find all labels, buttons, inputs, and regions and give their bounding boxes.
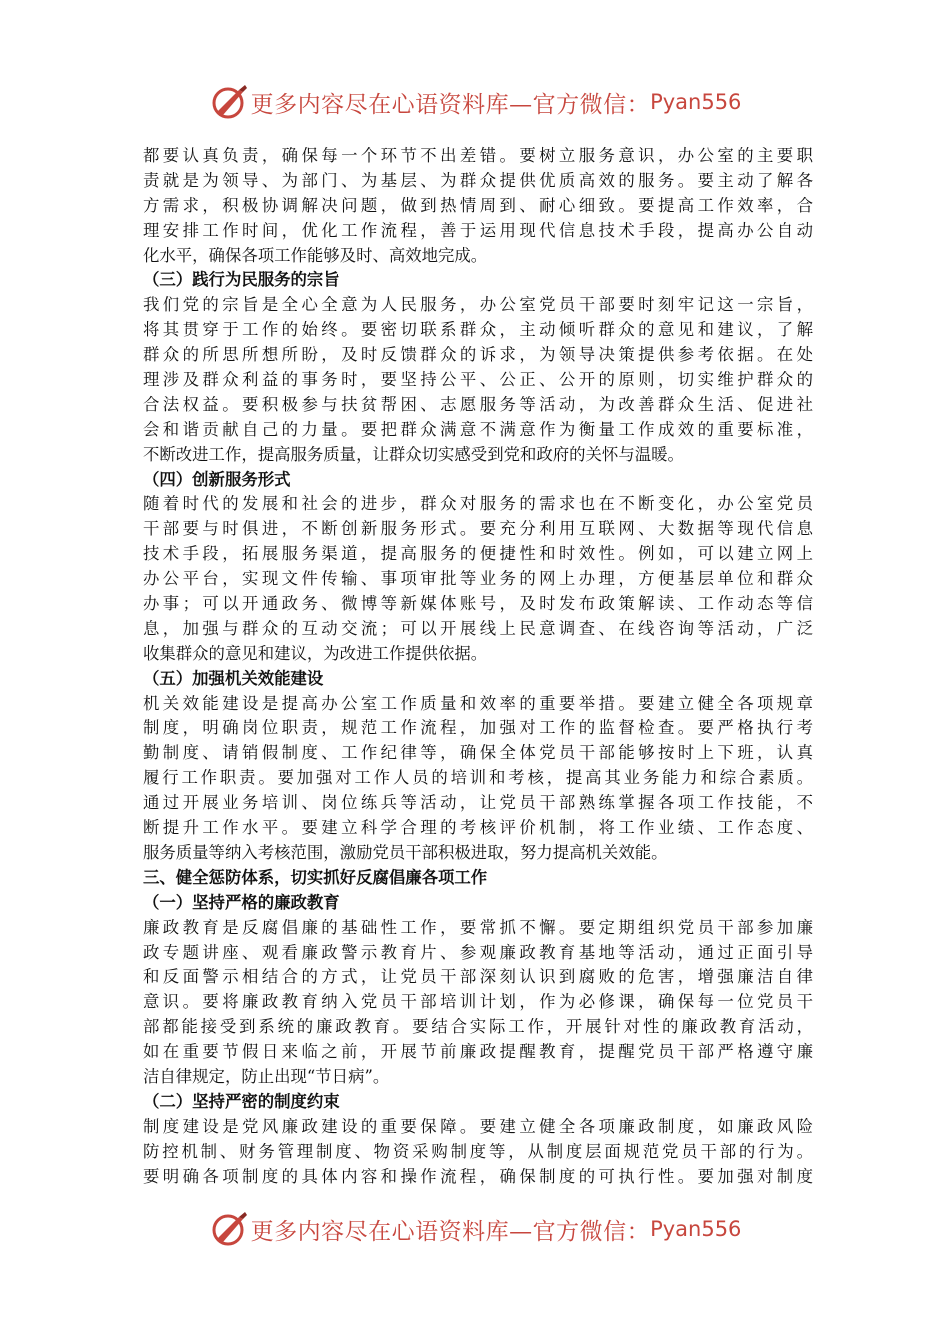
paragraph-line: 群众的所思所想所盼，及时反馈群众的诉求，为领导决策提供参考依据。在处: [143, 345, 813, 365]
paragraph-line: 和反面警示相结合的方式，让党员干部深刻认识到腐败的危害，增强廉洁自律: [143, 967, 813, 987]
paragraph-line: 办公平台，实现文件传输、事项审批等业务的网上办理，方便基层单位和群众: [143, 569, 813, 589]
footer-banner: [0, 1207, 950, 1251]
paragraph-line: 履行工作职责。要加强对工作人员的培训和考核，提高其业务能力和综合素质。: [143, 768, 813, 788]
paragraph-line: 要明确各项制度的具体内容和操作流程，确保制度的可执行性。要加强对制度: [143, 1166, 813, 1186]
paragraph-line: 技术手段，拓展服务渠道，提高服务的便捷性和时效性。例如，可以建立网上: [143, 544, 813, 564]
header-banner: [0, 80, 950, 124]
banner-wechat-id: Pyan556: [650, 1217, 742, 1241]
paragraph-line: 意识。要将廉政教育纳入党员干部培训计划，作为必修课，确保每一位党员干: [143, 992, 813, 1012]
pen-logo-icon: [209, 1209, 249, 1249]
paragraph-line: 收集群众的意见和建议，为改进工作提供依据。: [143, 643, 488, 663]
paragraph-line: 洁自律规定，防止出现“节日病”。: [143, 1066, 390, 1086]
paragraph-line: 通过开展业务培训、岗位练兵等活动，让党员干部熟练掌握各项工作技能，不: [143, 793, 813, 813]
paragraph-line: 断提升工作水平。要建立科学合理的考核评价机制，将工作业绩、工作态度、: [143, 818, 813, 838]
paragraph-line: 责就是为领导、为部门、为基层、为群众提供优质高效的服务。要主动了解各: [143, 170, 813, 190]
paragraph-line: 化水平，确保各项工作能够及时、高效地完成。: [143, 245, 488, 265]
paragraph-line: 政专题讲座、观看廉政警示教育片、参观廉政教育基地等活动，通过正面引导: [143, 942, 813, 962]
paragraph-line: 随着时代的发展和社会的进步，群众对服务的需求也在不断变化，办公室党员: [143, 494, 813, 514]
section-heading: （二）坚持严密的制度约束: [143, 1091, 340, 1111]
banner-wechat-id: Pyan556: [650, 90, 742, 114]
paragraph-line: 都要认真负责，确保每一个环节不出差错。要树立服务意识，办公室的主要职: [143, 146, 813, 165]
paragraph-line: 理安排工作时间，优化工作流程，善于运用现代信息技术手段，提高办公自动: [143, 220, 813, 240]
paragraph-line: 机关效能建设是提高办公室工作质量和效率的重要举措。要建立健全各项规章: [143, 693, 813, 713]
section-heading: （三）践行为民服务的宗旨: [143, 270, 340, 290]
paragraph-line: 合法权益。要积极参与扶贫帮困、志愿服务等活动，为改善群众生活、促进社: [143, 394, 813, 414]
paragraph-line: 廉政教育是反腐倡廉的基础性工作，要常抓不懈。要定期组织党员干部参加廉: [143, 917, 813, 937]
paragraph-line: 如在重要节假日来临之前，开展节前廉政提醒教育，提醒党员干部严格遵守廉: [143, 1042, 813, 1062]
banner-text: 更多内容尽在心语资料库—官方微信：: [250, 1218, 651, 1245]
paragraph-line: 理涉及群众利益的事务时，要坚持公平、公正、公开的原则，切实维护群众的: [143, 370, 813, 390]
pen-logo-icon: [209, 82, 249, 122]
section-heading: 三、健全惩防体系，切实抓好反腐倡廉各项工作: [143, 867, 488, 887]
paragraph-line: 息，加强与群众的互动交流；可以开展线上民意调查、在线咨询等活动，广泛: [143, 618, 813, 638]
section-heading: （四）创新服务形式: [143, 469, 291, 489]
paragraph-line: 防控机制、财务管理制度、物资采购制度等，从制度层面规范党员干部的行为。: [143, 1141, 813, 1161]
paragraph-line: 制度，明确岗位职责，规范工作流程，加强对工作的监督检查。要严格执行考: [143, 718, 813, 738]
paragraph-line: 方需求，积极协调解决问题，做到热情周到、耐心细致。要提高工作效率，合: [143, 195, 813, 215]
paragraph-line: 制度建设是党风廉政建设的重要保障。要建立健全各项廉政制度，如廉政风险: [143, 1116, 813, 1136]
banner-text: 更多内容尽在心语资料库—官方微信：: [250, 91, 651, 118]
paragraph-line: 部都能接受到系统的廉政教育。要结合实际工作，开展针对性的廉政教育活动，: [143, 1017, 813, 1037]
paragraph-line: 我们党的宗旨是全心全意为人民服务，办公室党员干部要时刻牢记这一宗旨，: [143, 295, 813, 315]
paragraph-line: 服务质量等纳入考核范围，激励党员干部积极进取，努力提高机关效能。: [143, 842, 668, 862]
section-heading: （五）加强机关效能建设: [143, 668, 324, 688]
paragraph-line: 办事；可以开通政务、微博等新媒体账号，及时发布政策解读、工作动态等信: [143, 594, 813, 614]
document-body: [143, 144, 813, 1189]
paragraph-line: 勤制度、请销假制度、工作纪律等，确保全体党员干部能够按时上下班，认真: [143, 743, 813, 763]
paragraph-line: 会和谐贡献自己的力量。要把群众满意不满意作为衡量工作成效的重要标准，: [143, 419, 813, 439]
paragraph-line: 干部要与时俱进，不断创新服务形式。要充分利用互联网、大数据等现代信息: [143, 519, 813, 539]
paragraph-line: 不断改进工作，提高服务质量，让群众切实感受到党和政府的关怀与温暖。: [143, 444, 684, 464]
paragraph-line: 将其贯穿于工作的始终。要密切联系群众，主动倾听群众的意见和建议，了解: [143, 320, 813, 340]
section-heading: （一）坚持严格的廉政教育: [143, 892, 340, 912]
